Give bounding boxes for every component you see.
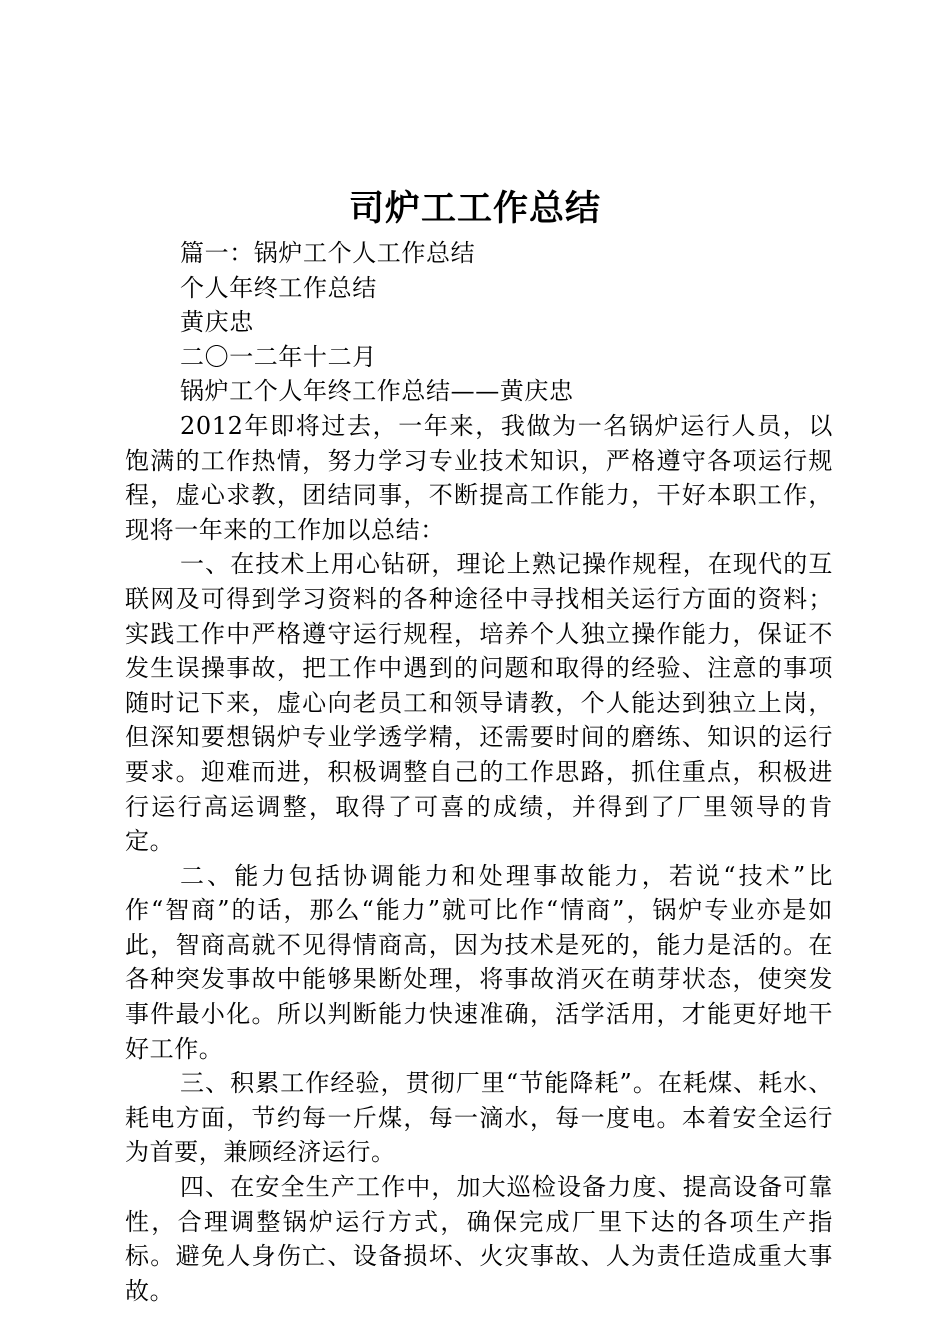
paragraph-energy-saving: 三、积累工作经验，贯彻厂里“节能降耗”。在耗煤、耗水、耗电方面，节约每一斤煤，每一滴水，每一度电。本着安全运行为首要，兼顾经济运行。 (125, 1069, 833, 1167)
section-title-line: 锅炉工个人年终工作总结——黄庆忠 (180, 377, 574, 406)
chapter-heading: 篇一：锅炉工个人工作总结 (180, 239, 476, 267)
paragraph-ability: 二、能力包括协调能力和处理事故能力，若说“技术”比作“智商”的话，那么“能力”就可比作“情商”，锅炉专业亦是如此，智商高就不见得情商高，因为技术是死的，能力是活的。在各种突发事故中能够果断处理，将事故消灭在萌芽状态，使突发事件最小化。所以判断能力快速准确，活学活用，才能更好地干好工作。 (125, 861, 833, 1063)
document-title: 司炉工工作总结 (348, 188, 601, 229)
document-body (125, 236, 833, 1308)
date-line: 二〇一二年十二月 (180, 342, 377, 371)
paragraph-intro: 2012年即将过去，一年来，我做为一名锅炉运行人员，以饱满的工作热情，努力学习专业技术知识，严格遵守各项运行规程，虚心求教，团结同事，不断提高工作能力，干好本职工作，现将一年来的工作加以总结： (125, 411, 833, 544)
paragraph-technique: 一、在技术上用心钻研，理论上熟记操作规程，在现代的互联网及可得到学习资料的各种途径中寻找相关运行方面的资料；实践工作中严格遵守运行规程，培养个人独立操作能力，保证不发生误操事故，把工作中遇到的问题和取得的经验、注意的事项随时记下来，虚心向老员工和领导请教，个人能达到独立上岗，但深知要想锅炉专业学透学精，还需要时间的磨练、知识的运行要求。迎难而进，积极调整自己的工作思路，抓住重点，积极进行运行高运调整，取得了可喜的成绩，并得到了厂里领导的肯定。 (125, 550, 833, 856)
subtitle-line: 个人年终工作总结 (180, 273, 377, 302)
paragraph-safety: 四、在安全生产工作中，加大巡检设备力度、提高设备可靠性，合理调整锅炉运行方式，确保完成厂里下达的各项生产指标。避免人身伤亡、设备损坏、火灾事故、人为责任造成重大事故。 (125, 1173, 833, 1305)
author-line: 黄庆忠 (180, 308, 254, 337)
